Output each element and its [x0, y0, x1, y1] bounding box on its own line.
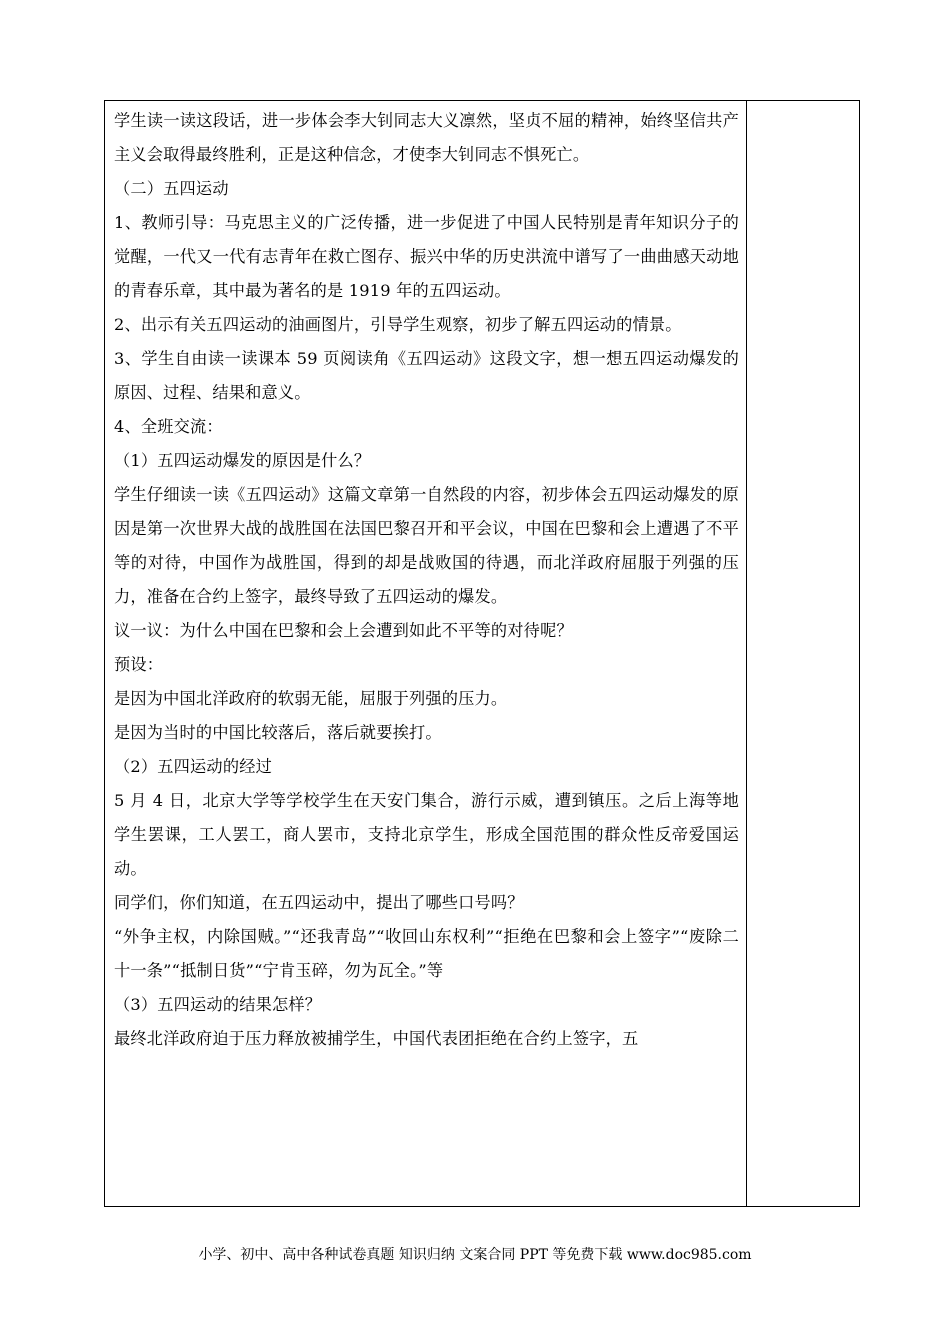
paragraph-reading-corner: 3、学生自由读一读课本 59 页阅读角《五四运动》这段文字，想一想五四运动爆发的原因、过程、结果和意义。	[114, 349, 739, 402]
page-footer: 小学、初中、高中各种试卷真题 知识归纳 文案合同 PPT 等免费下载 www.doc985.com	[198, 1247, 752, 1263]
paragraph-slogan-question: 同学们，你们知道，在五四运动中，提出了哪些口号吗？	[114, 893, 524, 912]
paragraph-preset-answer-2: 是因为当时的中国比较落后，落后就要挨打。	[114, 723, 442, 742]
paragraph-class-discussion: 4、全班交流：	[114, 417, 223, 436]
paragraph-1: 学生读一读这段话，进一步体会李大钊同志大义凛然，坚贞不屈的精神，始终坚信共产主义会取得最终胜利，正是这种信念，才使李大钊同志不惧死亡。	[114, 111, 739, 164]
paragraph-result-answer: 最终北洋政府迫于压力释放被捕学生，中国代表团拒绝在合约上签字，五	[114, 1029, 639, 1048]
notes-cell	[747, 101, 859, 1206]
question-result: （3）五四运动的结果怎样？	[114, 995, 322, 1014]
question-process: （2）五四运动的经过	[114, 757, 272, 776]
paragraph-process-answer: 5 月 4 日，北京大学等学校学生在天安门集合，游行示威，遭到镇压。之后上海等地学生罢课，工人罢工，商人罢市，支持北京学生，形成全国范围的群众性反帝爱国运动。	[114, 791, 739, 878]
question-cause: （1）五四运动爆发的原因是什么？	[114, 451, 371, 470]
paragraph-cause-answer: 学生仔细读一读《五四运动》这篇文章第一自然段的内容，初步体会五四运动爆发的原因是第一次世界大战的战胜国在法国巴黎召开和平会议，中国在巴黎和会上遭遇了不平等的对待，中国作为战胜国，得到的却是战败国的待遇，而北洋政府屈服于列强的压力，准备在合约上签字，最终导致了五四运动的爆发。	[114, 485, 739, 606]
paragraph-oil-painting: 2、出示有关五四运动的油画图片，引导学生观察，初步了解五四运动的情景。	[114, 315, 682, 334]
paragraph-teacher-guide: 1、教师引导：马克思主义的广泛传播，进一步促进了中国人民特别是青年知识分子的觉醒，一代又一代有志青年在救亡图存、振兴中华的历史洪流中谱写了一曲曲感天动地的青春乐章，其中最为著名的是 1919 年的五四运动。	[114, 213, 739, 300]
paragraph-slogans: “外争主权，内除国贼。”“还我青岛”“收回山东权利”“拒绝在巴黎和会上签字”“废除二十一条”“抵制日货”“宁肯玉碎，勿为瓦全。”等	[114, 927, 739, 980]
lesson-content-cell	[105, 101, 747, 1206]
lesson-table	[104, 100, 860, 1207]
paragraph-preset-answer-1: 是因为中国北洋政府的软弱无能，屈服于列强的压力。	[114, 689, 508, 708]
paragraph-discuss: 议一议：为什么中国在巴黎和会上会遭到如此不平等的对待呢？	[114, 621, 573, 640]
paragraph-preset: 预设：	[114, 655, 164, 674]
section-heading-may-fourth: （二）五四运动	[114, 179, 229, 198]
